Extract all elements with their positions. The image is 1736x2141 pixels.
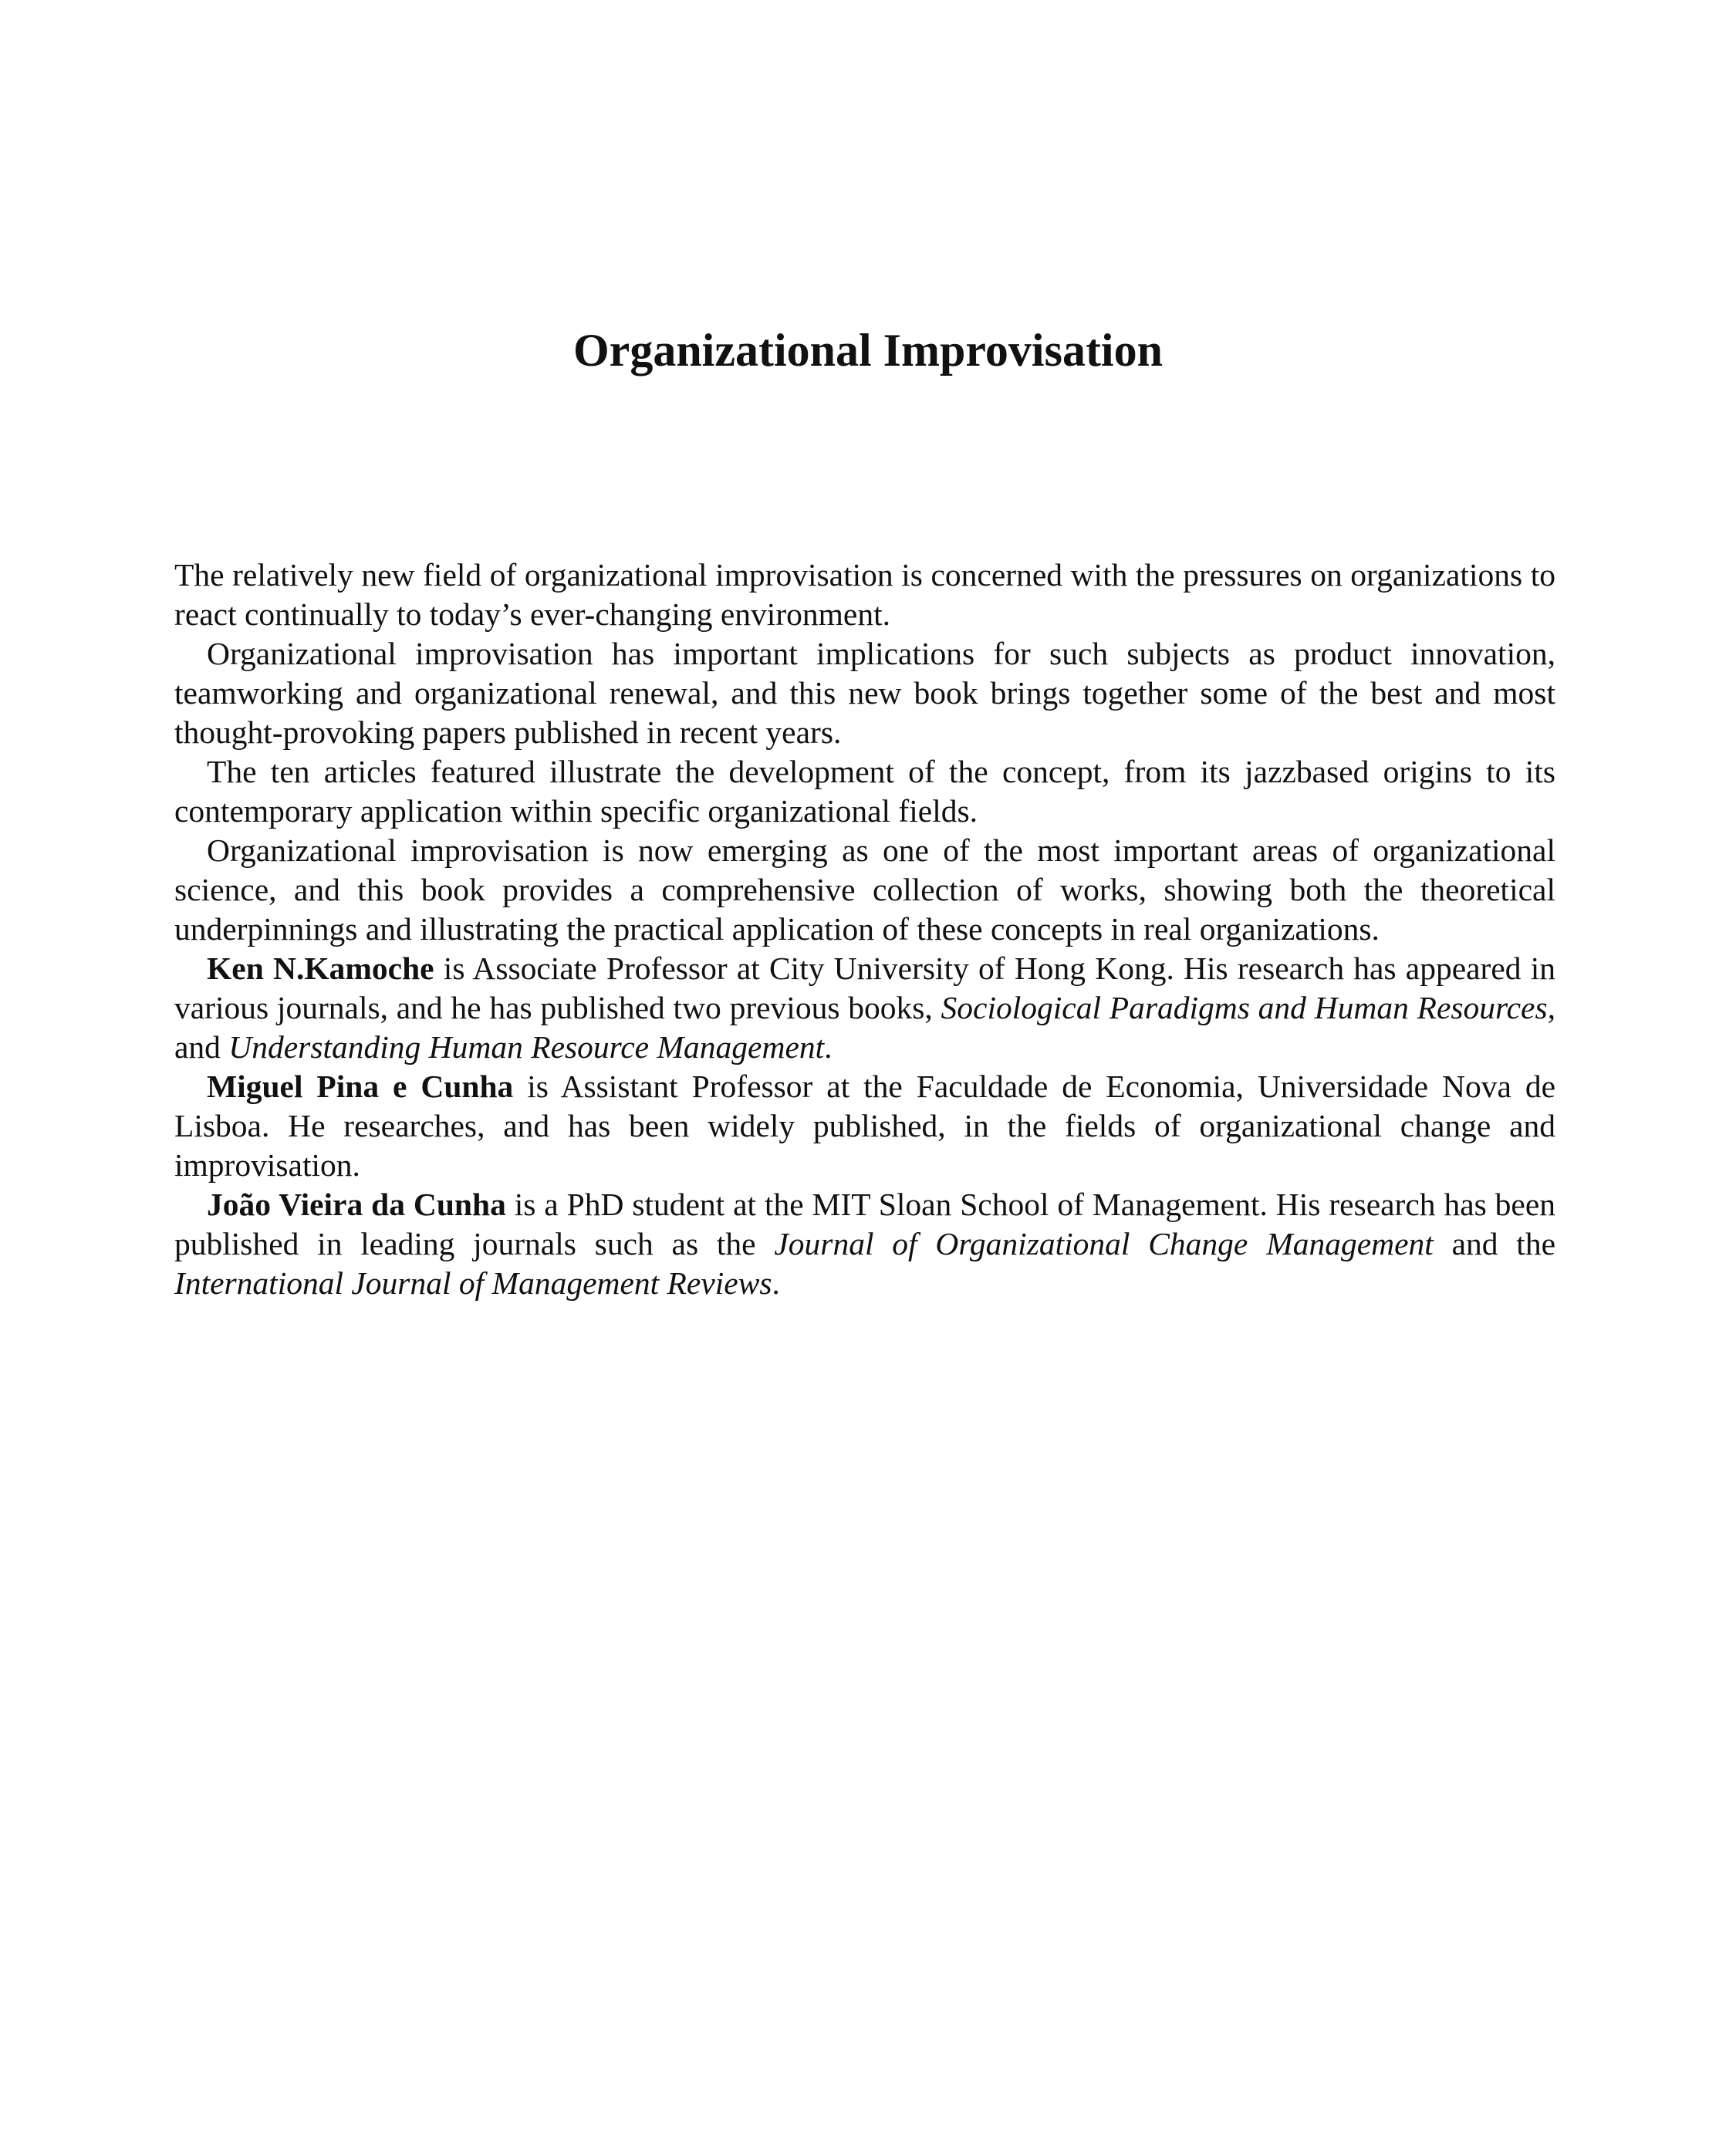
book-title: Sociological Paradigms and Human Resources, bbox=[941, 990, 1555, 1025]
bio-text: and bbox=[174, 1029, 229, 1065]
intro-paragraph-3: The ten articles featured illustrate the development of the concept, from its jazzbased origins to its contemporary application within specific organizational fields. bbox=[174, 754, 1555, 829]
book-description bbox=[174, 556, 1555, 1303]
bio-text: . bbox=[772, 1265, 780, 1301]
author-name: Ken N.Kamoche bbox=[207, 951, 434, 986]
author-bio-vieira bbox=[174, 1185, 1555, 1303]
bio-text: is Associate Professor at City University of Hong Kong. His research has appeared in various journals, and he has published two previous books, bbox=[174, 951, 1555, 1025]
book-title: Understanding Human Resource Management bbox=[228, 1029, 825, 1065]
author-bio-pina bbox=[174, 1067, 1555, 1185]
author-name: João Vieira da Cunha bbox=[207, 1187, 506, 1222]
bio-text: . bbox=[824, 1029, 833, 1065]
author-bio-kamoche bbox=[174, 949, 1555, 1067]
journal-title: International Journal of Management Reviews bbox=[174, 1265, 772, 1301]
bio-text: is a PhD student at the MIT Sloan School of Management. His research has been published in leading journals such as the bbox=[174, 1187, 1556, 1261]
intro-paragraph-2: Organizational improvisation has important implications for such subjects as product innovation, teamworking and organizational renewal, and this new book brings together some of the best and most thought-provoking papers published in recent years. bbox=[174, 636, 1555, 750]
author-name: Miguel Pina e Cunha bbox=[207, 1069, 514, 1104]
intro-paragraph-4: Organizational improvisation is now emerging as one of the most important areas of organizational science, and this book provides a comprehensive collection of works, showing both the theoretical underpinnings and illustrating the practical application of these concepts in real organizations. bbox=[174, 832, 1555, 947]
intro-paragraph-1: The relatively new field of organizational improvisation is concerned with the pressures on organizations to react continually to today’s ever-changing environment. bbox=[174, 557, 1555, 632]
bio-text: is Assistant Professor at the Faculdade de Economia, Universidade Nova de Lisboa. He researches, and has been widely published, in the fields of organizational change and improvisation. bbox=[174, 1069, 1555, 1183]
page-title: Organizational Improvisation bbox=[573, 325, 1163, 376]
bio-text: and the bbox=[1433, 1226, 1555, 1261]
journal-title: Journal of Organizational Change Management bbox=[774, 1226, 1434, 1261]
